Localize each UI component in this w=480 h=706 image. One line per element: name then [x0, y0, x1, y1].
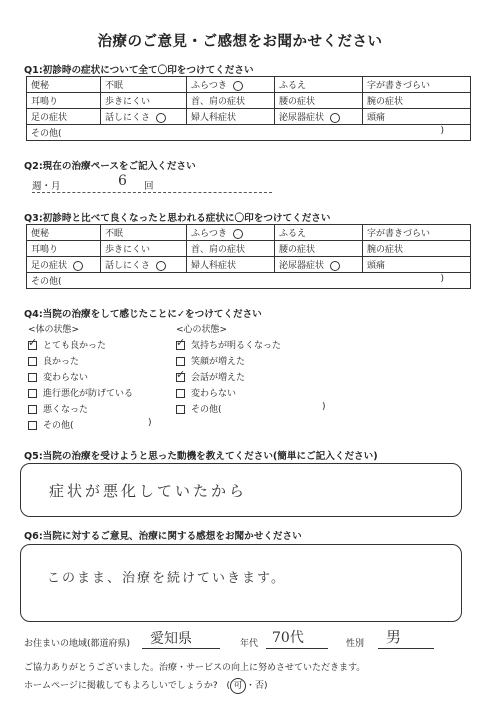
symptom-label: 話しにくさ — [105, 261, 151, 271]
q4-option-label: 気持ちが明るくなった — [191, 341, 282, 351]
q1-symptom-table — [26, 76, 471, 141]
symptom-cell — [187, 241, 275, 257]
q4-option-label: 変わらない — [43, 373, 89, 383]
symptom-cell — [187, 93, 275, 109]
region-label: お住まいの地域(都道府県) — [24, 639, 131, 649]
checkbox[interactable] — [176, 357, 185, 366]
symptom-label: 話しにくさ — [105, 113, 151, 123]
other-label: その他( — [31, 129, 62, 139]
q4-mind-heading: <心の状態> — [176, 325, 228, 335]
q5-heading: Q5:当院の治療を受けようと思った動機を教えてください(簡単にご記入ください) — [24, 451, 378, 462]
permission-question: ホームページに掲載してもよろしいでしょうか? — [24, 681, 218, 691]
symptom-label: 泌尿器症状 — [279, 261, 325, 271]
symptom-cell — [275, 225, 363, 241]
symptom-label: 腰の症状 — [279, 245, 316, 255]
circle-mark-icon — [156, 261, 166, 271]
symptom-cell — [187, 257, 275, 273]
sex-underline — [378, 648, 434, 649]
q4-option[interactable] — [176, 370, 245, 383]
symptom-cell — [363, 93, 471, 109]
symptom-label: 腕の症状 — [367, 97, 404, 107]
checkbox[interactable] — [28, 336, 38, 350]
symptom-row — [27, 77, 471, 93]
q4-other-close-paren: ) — [322, 402, 326, 412]
checkbox[interactable] — [176, 389, 185, 398]
check-mark-icon: ✓ — [28, 336, 38, 349]
circle-mark-icon — [330, 113, 340, 123]
other-label: その他( — [31, 277, 62, 287]
symptom-cell — [363, 109, 471, 125]
symptom-cell — [101, 93, 187, 109]
symptom-label: 字が書きづらい — [367, 81, 431, 91]
region-underline — [142, 648, 220, 649]
symptom-row — [27, 241, 471, 257]
age-label: 年代 — [240, 639, 259, 649]
symptom-cell — [275, 77, 363, 93]
q2-underline — [32, 192, 272, 193]
symptom-cell — [101, 225, 187, 241]
symptom-label: 首、肩の症状 — [191, 97, 246, 107]
symptom-cell — [101, 109, 187, 125]
q4-option-label: その他( — [43, 421, 74, 431]
age-value-handwritten: 70代 — [272, 630, 304, 646]
symptom-cell — [187, 225, 275, 241]
symptom-cell — [363, 241, 471, 257]
symptom-label: 首、肩の症状 — [191, 245, 246, 255]
q4-heading: Q4:当院の治療をして感じたことに✓をつけてください — [24, 309, 262, 320]
symptom-label: 腰の症状 — [279, 97, 316, 107]
checkbox[interactable] — [28, 405, 37, 414]
q4-option[interactable] — [176, 386, 236, 399]
page-title: 治療のご意見・ご感想をお聞かせください — [97, 34, 383, 50]
q4-option[interactable] — [176, 402, 222, 415]
symptom-label: 婦人科症状 — [191, 261, 237, 271]
other-close-paren: ) — [440, 126, 444, 136]
q6-answer-handwritten: このまま、治療を続けていきます。 — [47, 571, 286, 586]
q4-option[interactable] — [28, 354, 79, 367]
q4-option[interactable] — [176, 354, 245, 367]
symptom-cell — [27, 93, 101, 109]
permission-separator: ・ — [246, 681, 256, 691]
circle-mark-icon — [330, 261, 340, 271]
checkbox[interactable] — [28, 421, 37, 430]
symptom-label: 足の症状 — [31, 113, 68, 123]
symptom-label: 腕の症状 — [367, 245, 404, 255]
region-value-handwritten: 愛知県 — [150, 631, 192, 647]
check-mark-icon: ✓ — [176, 368, 186, 381]
other-close-paren: ) — [440, 274, 444, 284]
symptom-label: 不眠 — [105, 229, 124, 239]
symptom-other-row — [27, 125, 471, 141]
q4-option-label: 進行悪化が防げている — [43, 389, 134, 399]
symptom-row — [27, 93, 471, 109]
symptom-cell — [275, 109, 363, 125]
q2-pace-field — [32, 173, 272, 192]
q2-unit: 回 — [144, 181, 154, 192]
symptom-other-row — [27, 273, 471, 289]
checkbox[interactable] — [176, 405, 185, 414]
sex-label: 性別 — [346, 639, 365, 649]
checkbox[interactable] — [28, 389, 37, 398]
q2-heading: Q2:現在の治療ペースをご記入ください — [24, 161, 196, 172]
permission-yes-circled: 可 — [230, 678, 246, 694]
sex-value-handwritten: 男 — [386, 628, 402, 646]
q4-option[interactable] — [28, 338, 106, 351]
symptom-label: 耳鳴り — [31, 97, 59, 107]
symptom-label: 便秘 — [31, 81, 50, 91]
symptom-label: 頭痛 — [367, 261, 386, 271]
symptom-cell — [187, 109, 275, 125]
q6-heading: Q6:当院に対するご意見、治療に関する感想をお聞かせください — [24, 531, 302, 542]
checkbox[interactable] — [176, 368, 186, 382]
symptom-cell — [27, 77, 101, 93]
q4-option-label: 良かった — [43, 357, 80, 367]
symptom-cell — [27, 241, 101, 257]
q4-option-label: 悪くなった — [43, 405, 89, 415]
circle-mark-icon — [73, 261, 83, 271]
symptom-label: 足の症状 — [31, 261, 68, 271]
checkbox[interactable] — [28, 357, 37, 366]
q5-answer-box — [20, 463, 462, 517]
symptom-cell — [27, 257, 101, 273]
symptom-cell — [275, 93, 363, 109]
symptom-label: ふるえ — [279, 81, 307, 91]
q2-count-handwritten: 6 — [118, 173, 127, 189]
q4-option[interactable] — [28, 402, 88, 415]
q5-answer-handwritten: 症状が悪化していたから — [49, 482, 248, 500]
symptom-cell — [27, 109, 101, 125]
q4-other-close-paren: ) — [148, 418, 152, 428]
permission-row: ホームページに掲載してもよろしいでしょうか? ( 可 ・否) — [24, 678, 268, 694]
circle-mark-icon — [233, 229, 243, 239]
symptom-cell — [27, 225, 101, 241]
q2-week-month: 週・月 — [32, 181, 61, 192]
symptom-cell — [363, 77, 471, 93]
symptom-row — [27, 225, 471, 241]
q4-option-label: とても良かった — [43, 341, 107, 351]
symptom-row — [27, 257, 471, 273]
symptom-cell — [101, 241, 187, 257]
q4-body-heading: <体の状態> — [28, 325, 80, 335]
symptom-label: 字が書きづらい — [367, 229, 431, 239]
symptom-label: 便秘 — [31, 229, 50, 239]
symptom-other-cell — [27, 273, 471, 289]
checkbox[interactable] — [28, 373, 37, 382]
q4-option[interactable] — [28, 386, 133, 399]
symptom-label: ふらつき — [191, 229, 227, 239]
q4-option[interactable] — [176, 338, 281, 351]
circle-mark-icon — [233, 81, 243, 91]
symptom-cell — [363, 257, 471, 273]
symptom-label: 頭痛 — [367, 113, 386, 123]
symptom-label: 泌尿器症状 — [279, 113, 325, 123]
symptom-label: ふるえ — [279, 229, 307, 239]
symptom-other-cell — [27, 125, 471, 141]
symptom-label: 婦人科症状 — [191, 113, 237, 123]
q4-option[interactable] — [28, 418, 74, 431]
symptom-cell — [101, 77, 187, 93]
q3-heading: Q3:初診時と比べて良くなったと思われる症状に〇印をつけてください — [24, 213, 331, 224]
permission-no: 否 — [255, 681, 265, 691]
q6-answer-box — [20, 544, 462, 622]
symptom-label: 歩きにくい — [105, 97, 151, 107]
symptom-cell — [101, 257, 187, 273]
symptom-cell — [187, 77, 275, 93]
symptom-row — [27, 109, 471, 125]
q4-option-label: 会話が増えた — [191, 373, 246, 383]
check-mark-icon: ✓ — [176, 336, 186, 349]
q4-option-label: 笑顔が増えた — [191, 357, 246, 367]
circle-mark-icon — [156, 113, 166, 123]
symptom-label: 不眠 — [105, 81, 124, 91]
q1-heading: Q1:初診時の症状について全て〇印をつけてください — [24, 65, 254, 76]
symptom-cell — [363, 225, 471, 241]
q4-option-label: その他( — [191, 405, 222, 415]
symptom-cell — [275, 241, 363, 257]
symptom-label: 耳鳴り — [31, 245, 59, 255]
q4-option-label: 変わらない — [191, 389, 237, 399]
thanks-text: ご協力ありがとうございました。治療・サービスの向上に努めさせていただきます。 — [24, 663, 366, 673]
q3-symptom-table — [26, 224, 471, 289]
symptom-cell — [275, 257, 363, 273]
checkbox[interactable] — [176, 336, 186, 350]
symptom-label: ふらつき — [191, 81, 227, 91]
symptom-label: 歩きにくい — [105, 245, 151, 255]
age-underline — [266, 648, 328, 649]
q4-option[interactable] — [28, 370, 88, 383]
